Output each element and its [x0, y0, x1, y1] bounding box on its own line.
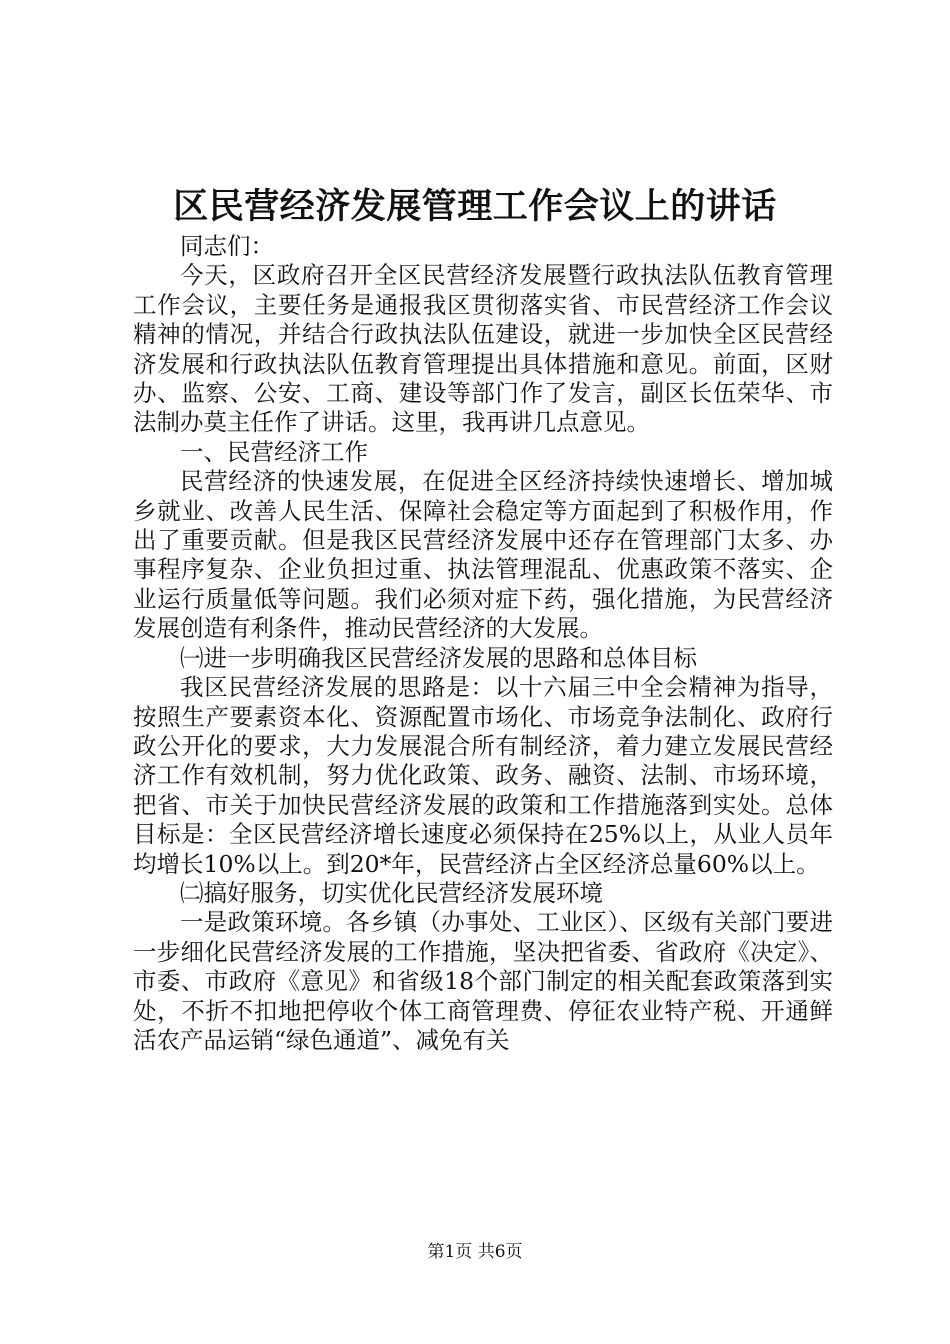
body-paragraph: 今天，区政府召开全区民营经济发展暨行政执法队伍教育管理工作会议，主要任务是通报我区贯彻落实省、市民营经济工作会议精神的情况，并结合行政执法队伍建设，就进一步加快全区民营经济发展和行政执法队伍教育管理提出具体措施和意见。前面，区财办、监察、公安、工商、建设等部门作了发言，副区长伍荣华、市法制办莫主任作了讲话。这里，我再讲几点意见。 — [133, 261, 833, 437]
page-footer: 第1页 共6页 — [427, 1242, 523, 1262]
document-title: 区民营经济发展管理工作会议上的讲话 — [173, 186, 777, 227]
subsection-heading: ㈡搞好服务，切实优化民营经济发展环境 — [180, 878, 603, 907]
salutation-paragraph: 同志们： — [180, 232, 274, 260]
body-paragraph: 我区民营经济发展的思路是：以十六届三中全会精神为指导，按照生产要素资本化、资源配置市场化、市场竞争法制化、政府行政公开化的要求，大力发展混合所有制经济，着力建立发展民营经济工作有效机制，努力优化政策、政务、融资、法制、市场环境，把省、市关于加快民营经济发展的政策和工作措施落到实处。总体目标是：全区民营经济增长速度必须保持在25%以上，从业人员年均增长10%以上。到20*年，民营经济占全区经济总量60%以上。 — [133, 673, 833, 878]
subsection-heading: ㈠进一步明确我区民营经济发展的思路和总体目标 — [180, 643, 697, 672]
body-paragraph: 一是政策环境。各乡镇（办事处、工业区）、区级有关部门要进一步细化民营经济发展的工作措施，坚决把省委、省政府《决定》、市委、市政府《意见》和省级18个部门制定的相关配套政策落到实处，不折不扣地把停收个体工商管理费、停征农业特产税、开通鲜活农产品运销“绿色通道”、减免有关 — [133, 908, 833, 1054]
document-body — [133, 232, 833, 1055]
section-heading: 一、民营经济工作 — [180, 437, 368, 466]
body-paragraph: 民营经济的快速发展，在促进全区经济持续快速增长、增加城乡就业、改善人民生活、保障社会稳定等方面起到了积极作用，作出了重要贡献。但是我区民营经济发展中还存在管理部门太多、办事程序复杂、企业负担过重、执法管理混乱、优惠政策不落实、企业运行质量低等问题。我们必须对症下药，强化措施，为民营经济发展创造有利条件，推动民营经济的大发展。 — [133, 467, 833, 643]
